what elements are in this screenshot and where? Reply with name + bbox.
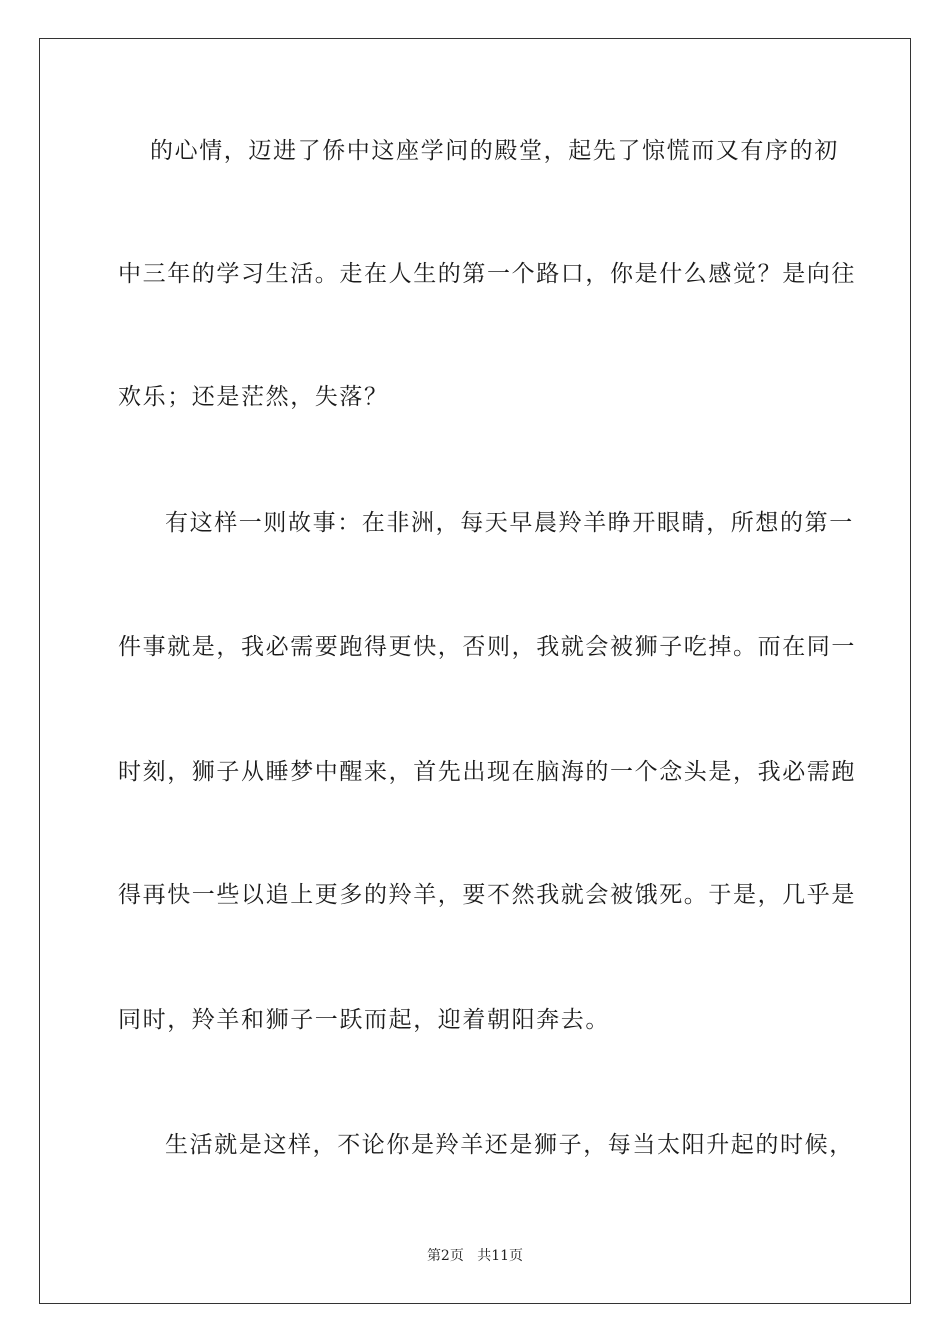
total-pages: 共11页 [477,1248,524,1264]
paragraph-line-4: 有这样一则故事：在非洲，每天早晨羚羊睁开眼睛，所想的第一 [165,510,854,536]
paragraph-line-5: 件事就是，我必需要跑得更快，否则，我就会被狮子吃掉。而在同一 [118,634,856,660]
page-number: 第2页 [426,1248,464,1264]
paragraph-line-7: 得再快一些以追上更多的羚羊，要不然我就会被饿死。于是，几乎是 [118,882,856,908]
paragraph-line-9: 生活就是这样，不论你是羚羊还是狮子，每当太阳升起的时候， [165,1132,854,1158]
paragraph-line-6: 时刻，狮子从睡梦中醒来，首先出现在脑海的一个念头是，我必需跑 [118,759,856,785]
paragraph-line-1: 的心情，迈进了侨中这座学问的殿堂，起先了惊慌而又有序的初 [150,138,839,164]
paragraph-line-3: 欢乐；还是茫然，失落？ [118,384,389,410]
page-border [39,38,911,1304]
paragraph-line-2: 中三年的学习生活。走在人生的第一个路口，你是什么感觉？是向往 [118,261,856,287]
paragraph-line-8: 同时，羚羊和狮子一跃而起，迎着朝阳奔去。 [118,1007,610,1033]
page-footer [0,1246,950,1266]
